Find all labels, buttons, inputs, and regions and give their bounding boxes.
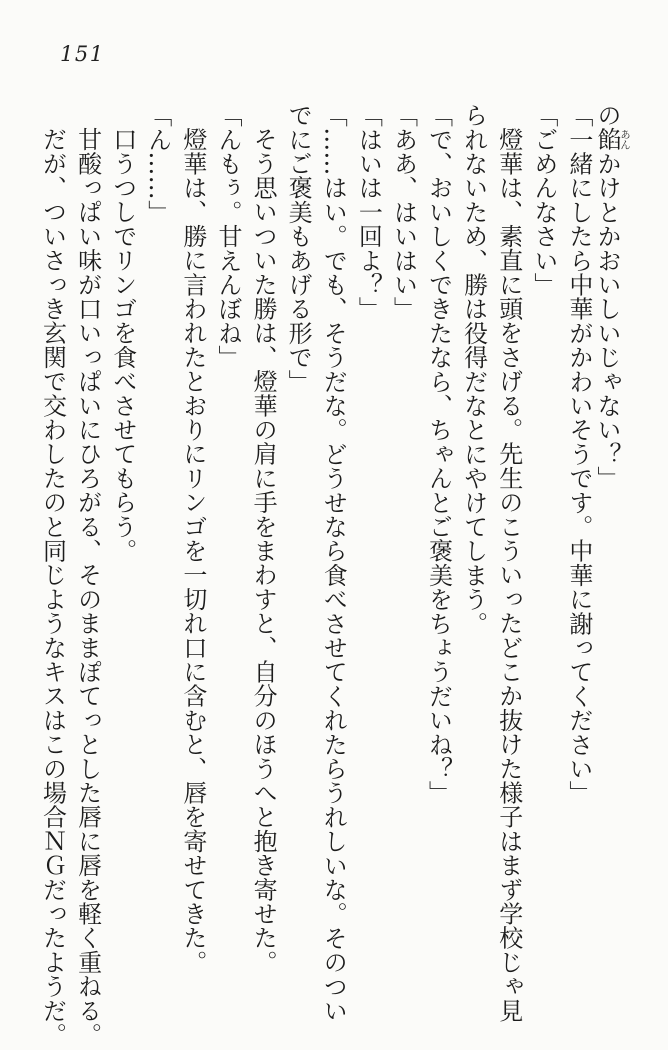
text-line: 「はいは一回よ？」 [354,103,383,321]
text-line: 燈華は、勝に言われたとおりにリンゴを一切れ口に含むと、唇を寄せてきた。 [178,127,207,974]
text-line: だが、ついさっき玄関で交わしたのと同じようなキスはこの場合ＮＧだったようだ。 [38,127,67,1047]
text-line: られないため、勝は役得だなとにやけてしまう。 [459,103,488,636]
text-line: 「ごめんなさい」 [529,103,558,297]
furigana: あん [619,127,631,152]
text-line: 「一緒にしたら中華がかわいそうです。中華に謝ってください」 [564,103,593,805]
text-line: の餡あんかけとかおいしいじゃない？」 [593,103,631,491]
page-number: 151 [60,42,105,66]
text-line: 「……はい。でも、そうだな。どうせなら食べさせてくれたらうれしいな。そのつい [319,103,348,1023]
text-line: 「ああ、はいはい」 [389,103,418,321]
text-line: 「んもぅ。甘えんぼね」 [213,103,242,370]
text-line: 「ん……」 [143,103,172,224]
text-line: でにご褒美もあげる形で」 [284,103,313,394]
text-line: 「で、おいしくできたなら、ちゃんとご褒美をちょうだいね？」 [424,103,453,805]
text-line: 甘酸っぱい味が口いっぱいにひろがる、そのままぽてっとした唇に唇を軽く重ねる。 [73,127,102,1047]
text-line: 燈華は、素直に頭をさげる。先生のこういったどこか抜けた様子はまず学校じゃ見 [494,127,523,1023]
text-line: 口うつしでリンゴを食べさせてもらう。 [108,127,137,563]
ruby-annotated-word: 餡あん [593,127,631,152]
page-text [34,103,631,1047]
text-line: そう思いついた勝は、燈華の肩に手をまわすと、自分のほうへと抱き寄せた。 [249,127,278,975]
